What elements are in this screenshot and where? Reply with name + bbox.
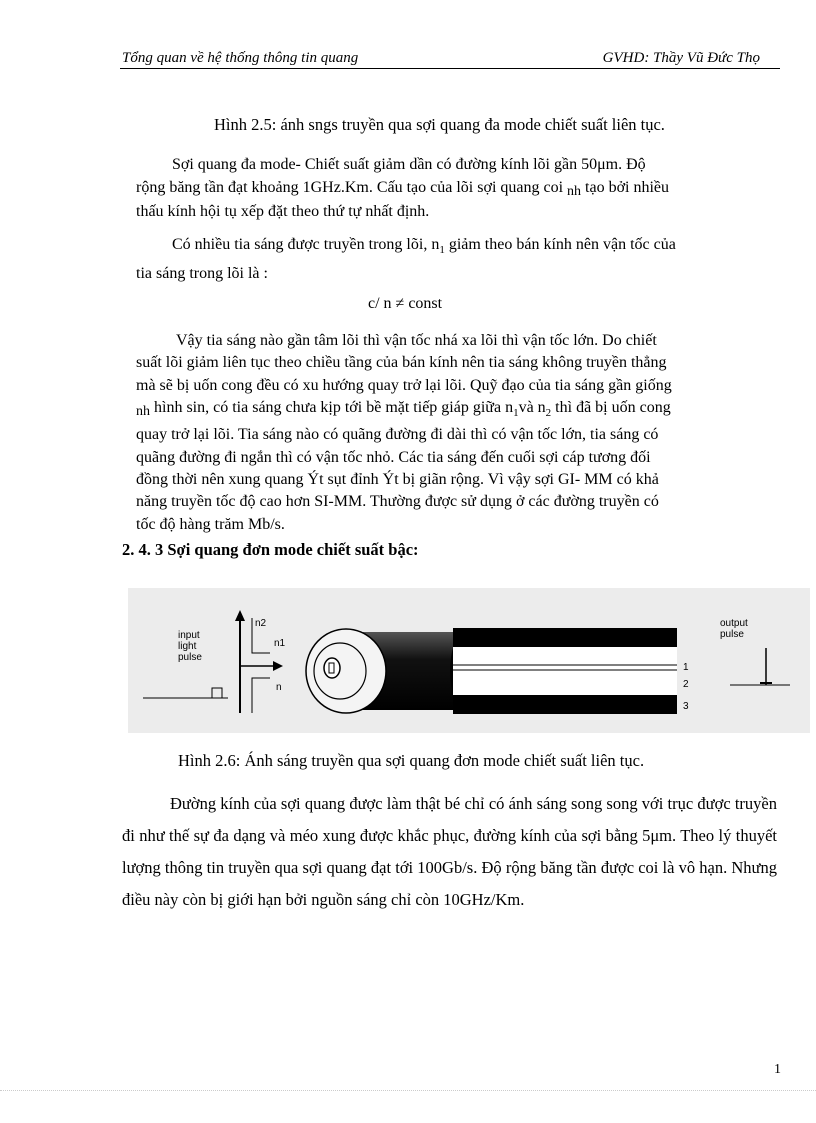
- figure-2-6-diagram: [128, 588, 810, 733]
- para3-line5: quay trở lại lõi. Tia sáng nào có quãng đường đi dài thì có vận tốc lớn, tia sáng có: [136, 426, 659, 444]
- para1-line2: [136, 176, 786, 200]
- para3-line1: Vậy tia sáng nào gần tâm lõi thì vận tốc nhá xa lõi thì vận tốc lớn. Do chiết: [176, 332, 657, 349]
- para3-artifact: nh: [136, 403, 150, 419]
- para1-line1: Sợi quang đa mode- Chiết suất giảm dần có đường kính lõi gần 50μm. Độ: [172, 156, 646, 173]
- output-label-line2: pulse: [720, 629, 744, 640]
- figure-2-6-caption: Hình 2.6: Ánh sáng truyền qua sợi quang đơn mode chiết suất liên tục.: [178, 751, 645, 770]
- profile-arrow-up: [235, 610, 245, 621]
- input-label-line1: input: [178, 630, 200, 641]
- profile-arrow-head: [273, 661, 283, 671]
- para3-line7: đồng thời nên xung quang Ýt sụt đỉnh Ýt bị giãn rộng. Vì vậy sợi GI- MM có khả: [136, 470, 659, 488]
- para3-sub2: 2: [545, 407, 552, 420]
- para2-line2: tia sáng trong lõi là :: [136, 265, 268, 283]
- para3-line4: [136, 397, 786, 424]
- footer-divider: [0, 1090, 816, 1091]
- header-supervisor: GVHD: Thầy Vũ Đức Thọ: [602, 50, 760, 66]
- para3-line8: năng truyền tốc độ cao hơn SI-MM. Thường được sử dụng ở các đường truyền có: [136, 493, 659, 511]
- fiber-end-face: [306, 629, 386, 713]
- para3-line6: quãng đường đi ngắn thì có vận tốc nhỏ. Các tia sáng đến cuối sợi cáp tương đối: [136, 448, 651, 466]
- layer-label-3: 3: [683, 701, 689, 712]
- input-label-line2: light: [178, 641, 197, 652]
- paragraph-ray-path: [136, 330, 786, 536]
- para3-sub1: 1: [513, 407, 519, 420]
- page-header: [120, 48, 780, 69]
- cladding-top: [453, 628, 677, 647]
- input-label-line3: pulse: [178, 652, 202, 663]
- para1-artifact: nh: [567, 184, 582, 199]
- label-n1: n1: [274, 638, 286, 649]
- output-label-line1: output: [720, 618, 748, 629]
- label-n: n: [276, 682, 282, 693]
- layer-label-1: 1: [683, 662, 689, 673]
- fiber-diagram-svg: [128, 588, 810, 733]
- para2-line1b: giảm theo bán kính nên vận tốc của: [444, 236, 676, 253]
- para2-line1: [136, 233, 786, 262]
- para3-line4a: hình sin, có tia sáng chưa kịp tới bề mặt tiếp giáp giữa n: [150, 398, 514, 416]
- section-heading: 2. 4. 3 Sợi quang đơn mode chiết suất bậc:: [122, 540, 419, 559]
- header-title: Tổng quan về hệ thống thông tin quang: [122, 50, 359, 66]
- core-region: [453, 647, 677, 695]
- label-n2: n2: [255, 618, 267, 629]
- para3-line4b: và n: [518, 398, 546, 416]
- paragraph-ray-speed: [136, 233, 786, 285]
- paragraph-graded-index-multimode: [136, 153, 786, 223]
- para3-line2: suất lõi giảm liên tục theo chiều tầng của bán kính nên tia sáng không truyền thẳng: [136, 354, 667, 372]
- formula: c/ n ≠ const: [368, 295, 443, 312]
- para1-line2b: tạo bởi nhiều: [581, 179, 670, 196]
- cladding-bottom: [453, 695, 677, 714]
- profile-step-lower: [252, 678, 270, 713]
- para2-line1a: Có nhiều tia sáng được truyền trong lõi, n: [172, 236, 440, 253]
- para3-line3: mà sẽ bị uốn cong đều có xu hướng quay trở lại lõi. Quỹ đạo của tia sáng gần giống: [136, 376, 672, 394]
- para1-line2a: rộng băng tần đạt khoảng 1GHz.Km. Cấu tạo của lõi sợi quang coi: [136, 179, 568, 196]
- figure-2-5-caption: Hình 2.5: ánh sngs truyền qua sợi quang đa mode chiết suất liên tục.: [214, 115, 665, 134]
- fiber-core: [324, 658, 340, 678]
- para3-line9: tốc độ hàng trăm Mb/s.: [136, 515, 285, 533]
- para2-sub1: 1: [439, 244, 445, 257]
- page-number: 1: [774, 1062, 781, 1077]
- para1-line3: thấu kính hội tụ xếp đặt theo thứ tự nhất định.: [136, 203, 430, 220]
- para3-line4c: thì đã bị uốn cong: [551, 398, 671, 416]
- input-pulse: [212, 688, 222, 698]
- layer-label-2: 2: [683, 679, 689, 690]
- paragraph-single-mode: Đường kính của sợi quang được làm thật bé chỉ có ánh sáng song song với trục được truyền đi như thế sự đa dạng và méo xung được khắc phục, đường kính của sợi bằng 5μm. Theo lý thuyết lượng thông tin truyền qua sợi quang đạt tới 100Gb/s. Độ rộng băng tần được coi là vô hạn. Nhưng điều này còn bị giới hạn bởi nguồn sáng chỉ còn 10GHz/Km.: [122, 794, 777, 909]
